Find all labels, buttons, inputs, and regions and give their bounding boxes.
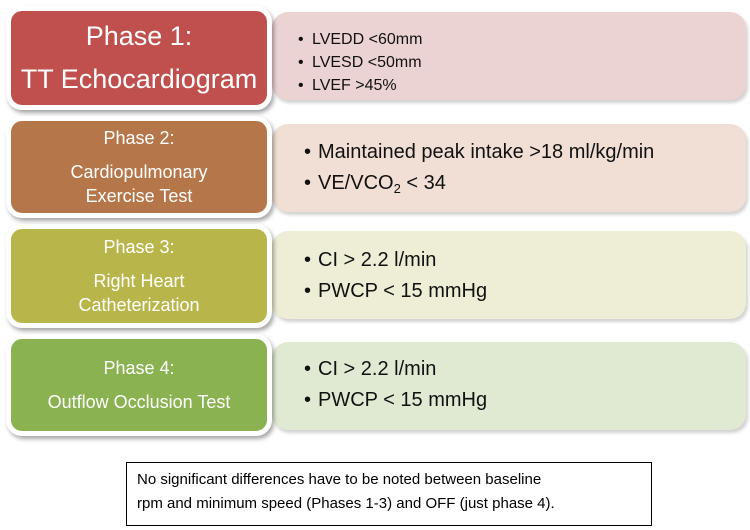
phase-3-criteria-list [318,245,487,307]
phase-3-box [6,224,272,328]
note-line-2: rpm and minimum speed (Phases 1-3) and OFF (just phase 4). [137,495,555,512]
phase-2-box [6,116,272,218]
phase-2-label: Phase 2: [103,128,175,148]
phase-3-label: Phase 3: [103,237,175,257]
phase-4-name: Outflow Occlusion Test [47,392,231,412]
phase-1-name: TT Echocardiogram [20,64,258,94]
phase-3-name-line2: Catheterization [78,295,200,315]
phase-4-criteria-list [318,354,487,416]
criterion-ci: • CI > 2.2 l/min [318,354,487,385]
criterion-lvesd: • LVESD <50mm [312,51,422,74]
phase-4-label: Phase 4: [103,358,175,378]
phase-1-criteria-list [312,28,422,97]
phase-1-label: Phase 1: [85,20,193,51]
phase-1-criteria-panel [272,12,746,100]
phase-2-name-line1: Cardiopulmonary [70,162,208,182]
criterion-lvef: • LVEF >45% [312,74,422,97]
note-line-1: No significant differences have to be noted between baseline [137,471,542,488]
criterion-pwcp: • PWCP < 15 mmHg [318,385,487,416]
criterion-peak-intake: • Maintained peak intake >18 ml/kg/min [318,137,654,168]
phase-2-criteria-list [318,137,654,199]
criterion-lvedd: • LVEDD <60mm [312,28,422,51]
criterion-pwcp: • PWCP < 15 mmHg [318,276,487,307]
phase-4-box [6,334,272,436]
note-box [126,462,652,526]
phase-2-name-line2: Exercise Test [85,186,193,206]
phase-3-name-line1: Right Heart [93,271,185,291]
phase-1-box [6,6,272,110]
criterion-ve-vco2: • $VE/VCO_2 < 34$ [318,168,654,199]
criterion-ci: • CI > 2.2 l/min [318,245,487,276]
